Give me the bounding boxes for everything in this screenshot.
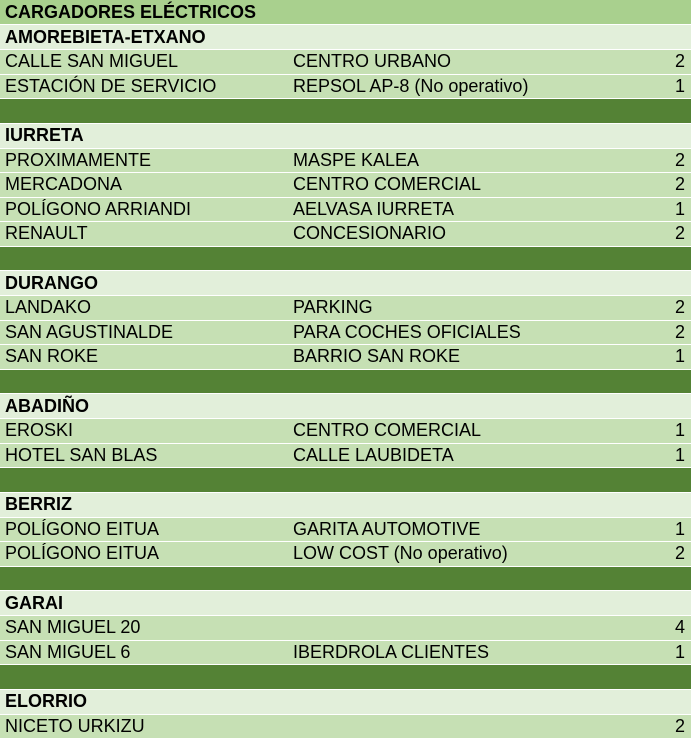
charger-location: RENAULT <box>5 223 88 244</box>
charger-detail: CALLE LAUBIDETA <box>293 444 454 465</box>
charger-row <box>0 198 691 223</box>
charger-location: SAN MIGUEL 6 <box>5 641 131 662</box>
charger-location: SAN MIGUEL 20 <box>5 617 141 638</box>
charger-detail: MASPE KALEA <box>293 149 420 170</box>
charger-detail: AELVASA IURRETA <box>293 198 455 219</box>
group-separator <box>0 370 691 395</box>
charger-location: ESTACIÓN DE SERVICIO <box>5 75 217 96</box>
charger-location: PROXIMAMENTE <box>5 149 152 170</box>
town-header: ABADIÑO <box>0 394 691 419</box>
charger-count: 2 <box>674 715 685 736</box>
charger-count: 2 <box>674 51 685 72</box>
charger-detail: PARA COCHES OFICIALES <box>293 321 521 342</box>
charger-row <box>0 296 691 321</box>
charger-location: HOTEL SAN BLAS <box>5 444 158 465</box>
charger-location: CALLE SAN MIGUEL <box>5 51 179 72</box>
charger-detail: IBERDROLA CLIENTES <box>293 641 490 662</box>
charger-row <box>0 345 691 370</box>
group-separator <box>0 665 691 690</box>
charger-row <box>0 149 691 174</box>
charger-count: 1 <box>674 75 685 96</box>
charger-row <box>0 75 691 100</box>
charger-location: EROSKI <box>5 420 74 441</box>
charger-location: POLÍGONO EITUA <box>5 518 160 539</box>
charger-location: SAN AGUSTINALDE <box>5 321 174 342</box>
charger-count: 2 <box>674 149 685 170</box>
charger-row <box>0 222 691 247</box>
charger-count: 1 <box>674 518 685 539</box>
charger-detail: CENTRO URBANO <box>293 51 452 72</box>
town-header: DURANGO <box>0 271 691 296</box>
town-header: ELORRIO <box>0 690 691 715</box>
charger-count: 1 <box>674 198 685 219</box>
charger-location: POLÍGONO ARRIANDI <box>5 198 192 219</box>
charger-location: SAN ROKE <box>5 346 99 367</box>
charger-detail: LOW COST (No operativo) <box>293 543 508 564</box>
charger-row <box>0 419 691 444</box>
charger-detail: CONCESIONARIO <box>293 223 447 244</box>
sheet-title: CARGADORES ELÉCTRICOS <box>0 0 691 25</box>
charger-detail: CENTRO COMERCIAL <box>293 174 482 195</box>
charger-row <box>0 173 691 198</box>
group-separator <box>0 468 691 493</box>
charger-location: POLÍGONO EITUA <box>5 543 160 564</box>
charger-detail: CENTRO COMERCIAL <box>293 420 482 441</box>
charger-location: LANDAKO <box>5 297 92 318</box>
charger-row <box>0 518 691 543</box>
charger-detail: GARITA AUTOMOTIVE <box>293 518 481 539</box>
charger-count: 1 <box>674 346 685 367</box>
town-header: IURRETA <box>0 124 691 149</box>
charger-count: 2 <box>674 174 685 195</box>
charger-count: 2 <box>674 297 685 318</box>
charger-count: 1 <box>674 444 685 465</box>
town-header: GARAI <box>0 591 691 616</box>
charger-location: MERCADONA <box>5 174 123 195</box>
charger-row <box>0 616 691 641</box>
charger-count: 1 <box>674 641 685 662</box>
town-header: BERRIZ <box>0 493 691 518</box>
charger-location: NICETO URKIZU <box>5 715 145 736</box>
group-separator <box>0 99 691 124</box>
groups-container <box>0 25 691 739</box>
group-separator <box>0 567 691 592</box>
charger-row <box>0 321 691 346</box>
charger-detail: PARKING <box>293 297 373 318</box>
charger-row <box>0 715 691 740</box>
charger-detail: REPSOL AP-8 (No operativo) <box>293 75 529 96</box>
charger-row <box>0 50 691 75</box>
charger-row <box>0 444 691 469</box>
charger-row <box>0 542 691 567</box>
charger-count: 1 <box>674 420 685 441</box>
charger-detail: BARRIO SAN ROKE <box>293 346 461 367</box>
charger-count: 4 <box>674 617 685 638</box>
charger-count: 2 <box>674 223 685 244</box>
charger-count: 2 <box>674 543 685 564</box>
charger-count: 2 <box>674 321 685 342</box>
charger-row <box>0 641 691 666</box>
town-header: AMOREBIETA-ETXANO <box>0 25 691 50</box>
group-separator <box>0 247 691 272</box>
